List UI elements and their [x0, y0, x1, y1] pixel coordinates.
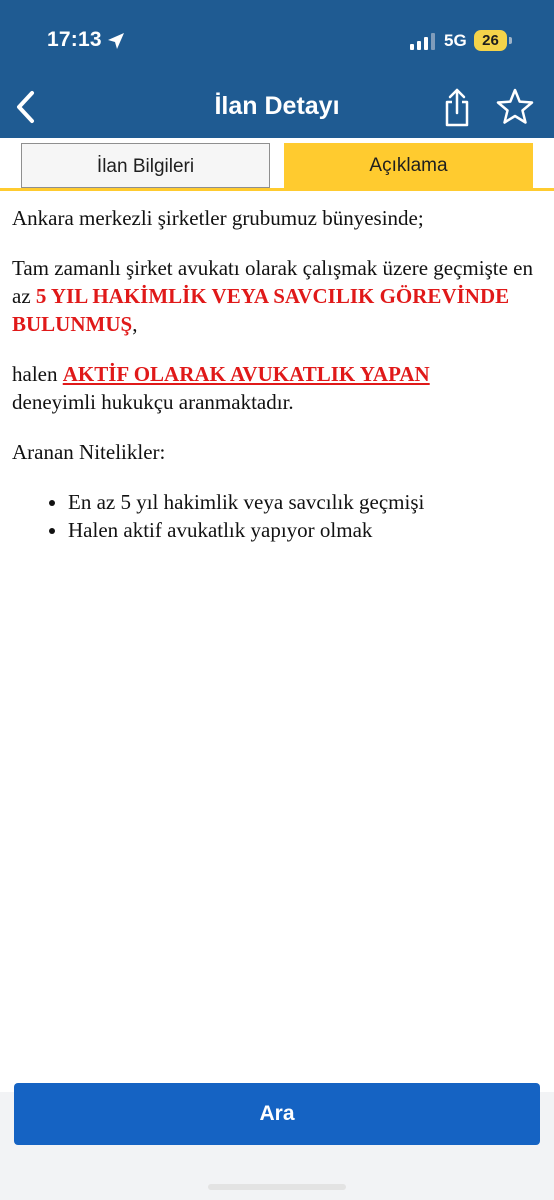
paragraph-active	[12, 360, 542, 416]
status-bar	[0, 0, 554, 80]
navigation-bar	[0, 80, 554, 138]
status-time: 17:13	[47, 28, 102, 51]
tab-aciklama[interactable]: Açıklama	[284, 143, 533, 188]
requirement-suffix: ,	[132, 312, 138, 336]
favorite-button[interactable]	[494, 86, 536, 128]
battery-cap	[509, 37, 512, 44]
requirement-highlight: 5 YIL HAKİMLİK VEYA SAVCILIK GÖREVİNDE BULUNMUŞ	[12, 284, 510, 336]
list-item: • Halen aktif avukatlık yapıyor olmak	[68, 516, 542, 544]
qualifications-list	[12, 488, 542, 544]
location-arrow-icon	[106, 31, 126, 51]
app-header	[0, 0, 554, 138]
tab-bar	[0, 138, 554, 195]
battery-level: 26	[474, 30, 507, 51]
star-icon	[494, 86, 536, 128]
battery-icon	[474, 30, 512, 51]
qualifications-heading: Aranan Nitelikler:	[12, 440, 166, 464]
share-icon	[440, 86, 474, 130]
paragraph-intro: Ankara merkezli şirketler grubumuz bünyesinde;	[12, 206, 424, 230]
back-button[interactable]	[6, 84, 46, 130]
active-suffix: deneyimli hukukçu aranmaktadır.	[12, 390, 294, 414]
paragraph-requirement	[12, 254, 542, 338]
active-tab-indicator	[0, 188, 554, 191]
call-button[interactable]: Ara	[14, 1083, 540, 1145]
signal-bars-icon	[410, 33, 436, 50]
list-item: • En az 5 yıl hakimlik veya savcılık geçmişi	[68, 488, 542, 516]
description-content	[12, 204, 542, 544]
active-highlight: AKTİF OLARAK AVUKATLIK YAPAN	[62, 362, 430, 386]
active-text: halen	[12, 362, 63, 386]
network-type: 5G	[444, 31, 467, 50]
page-title: İlan Detayı	[214, 92, 340, 120]
chevron-left-icon	[12, 90, 40, 124]
tab-ilan-bilgileri[interactable]: İlan Bilgileri	[21, 143, 270, 188]
share-button[interactable]	[440, 86, 474, 130]
requirement-text: Tam zamanlı şirket avukatı olarak çalışmak üzere geçmişte en az	[12, 256, 533, 308]
home-indicator	[208, 1184, 346, 1190]
